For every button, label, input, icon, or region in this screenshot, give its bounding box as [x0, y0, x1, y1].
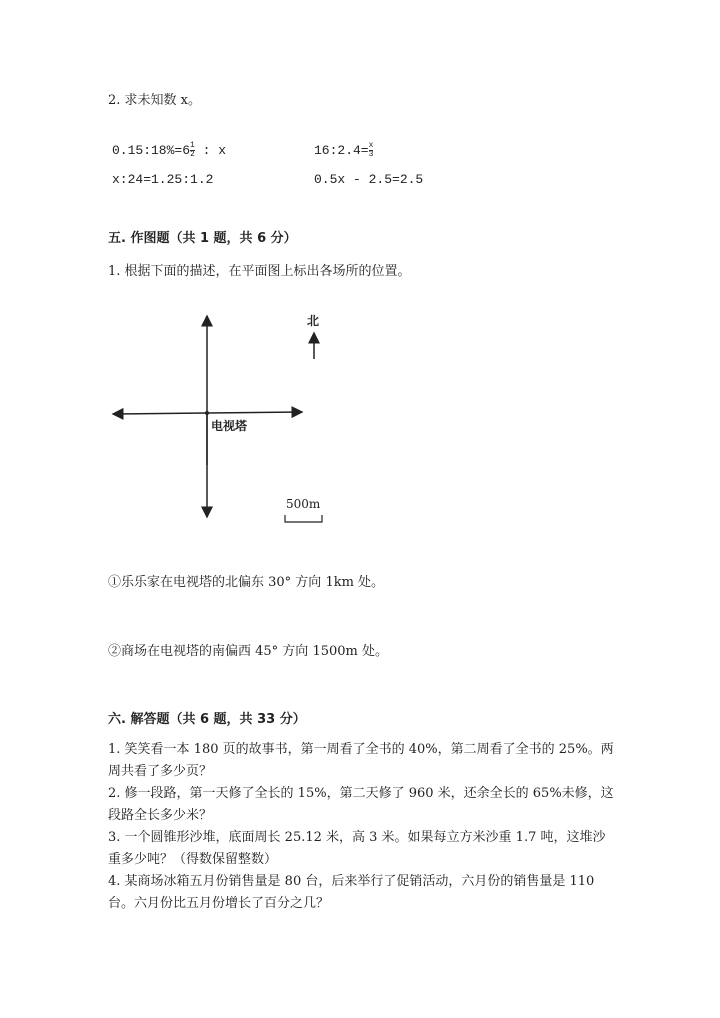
scale-label: 500m — [286, 497, 321, 511]
location-item-1: ①乐乐家在电视塔的北偏东 30° 方向 1km 处。 — [108, 575, 385, 590]
word-problem-4: 4. 某商场冰箱五月份销售量是 80 台，后来举行了促销活动，六月份的销售量是 110 台。六月份比五月份增长了百分之几？ — [108, 874, 595, 911]
tv-tower-point — [205, 411, 209, 415]
section-6-title: 六. 解答题（共 6 题，共 33 分） — [108, 712, 306, 727]
equation-3: x:24=1.25:1.2 — [112, 172, 214, 187]
equation-4: 0.5x - 2.5=2.5 — [314, 172, 424, 187]
equation-2: 16:2.4= $\frac{x}{3}$ — [314, 141, 374, 159]
location-item-2: ②商场在电视塔的南偏西 45° 方向 1500m 处。 — [108, 644, 388, 659]
section-5-title: 五. 作图题（共 1 题，共 6 分） — [108, 231, 297, 246]
drawing-question: 1. 根据下面的描述，在平面图上标出各场所的位置。 — [108, 264, 411, 279]
horizontal-axis-left — [113, 413, 207, 414]
north-label: 北 — [307, 314, 320, 328]
scale-bar — [285, 515, 322, 522]
word-problem-2: 2. 修一段路，第一天修了全长的 15%，第二天修了 960 米，还余全长的 65%未修，这段路全长多少米？ — [108, 786, 614, 823]
tv-tower-label: 电视塔 — [211, 419, 248, 433]
horizontal-axis-right — [207, 412, 302, 413]
word-problem-3: 3. 一个圆锥形沙堆，底面周长 25.12 米，高 3 米。如果每立方米沙重 1.7 吨，这堆沙重多少吨？（得数保留整数） — [108, 830, 606, 867]
word-problem-1: 1. 笑笑看一本 180 页的故事书，第一周看了全书的 40%，第二周看了全书的 25%。两周共看了多少页？ — [108, 742, 614, 779]
question-find-x: 2. 求未知数 x。 — [108, 93, 201, 108]
equation-1: 0.15:18%=6 $\frac{1}{2}$ : x — [112, 141, 227, 159]
